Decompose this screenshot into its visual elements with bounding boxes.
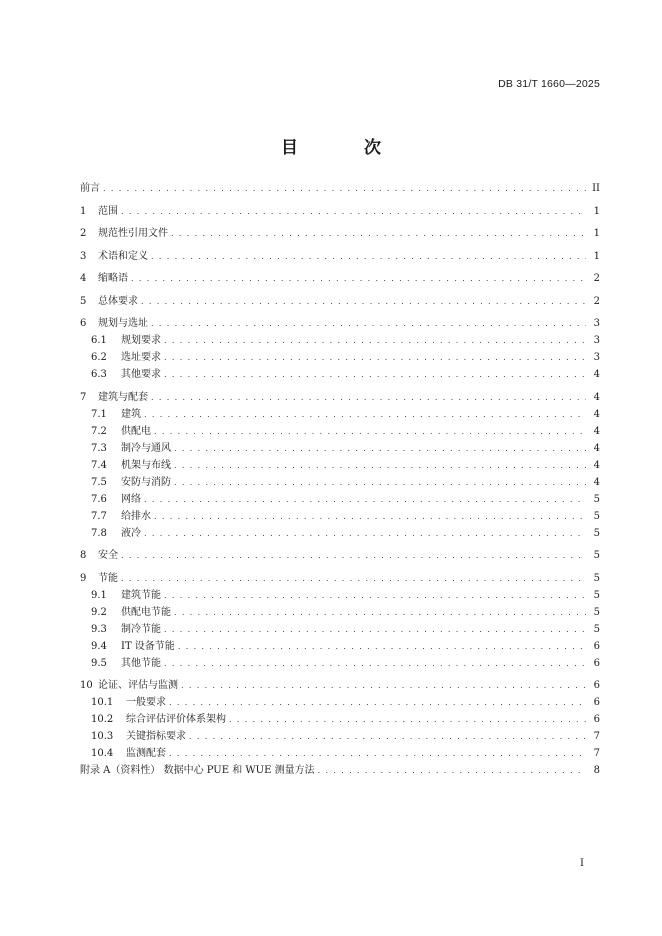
toc-entry-number: 6.1 — [91, 335, 107, 346]
toc-entry-label: 规划与选址 — [98, 318, 148, 329]
toc-entry-label: 液冷 — [121, 527, 141, 539]
toc-entry[interactable] — [80, 423, 600, 440]
toc-entry[interactable] — [80, 525, 600, 542]
toc-entry-page: 3 — [593, 318, 600, 329]
toc-entry-number: 10.4 — [91, 748, 114, 759]
toc-entry-label: 论证、评估与监测 — [98, 680, 178, 691]
toc-entry-label: 综合评估评价体系架构 — [126, 714, 226, 725]
toc-entry-page: 1 — [593, 250, 600, 262]
toc-entry-page: 4 — [593, 425, 600, 437]
dot-leader — [151, 315, 586, 332]
dot-leader — [121, 203, 586, 220]
dot-leader — [131, 270, 586, 287]
toc-entry[interactable] — [80, 694, 600, 711]
toc-entry[interactable] — [80, 270, 600, 287]
toc-entry-label: 术语和定义 — [98, 250, 148, 262]
toc-entry[interactable] — [80, 762, 600, 779]
toc-entry-number: 9.5 — [91, 657, 107, 669]
dot-leader — [169, 694, 586, 711]
toc-entry-label: 机架与布线 — [121, 459, 171, 471]
toc-entry[interactable] — [80, 677, 600, 694]
dot-leader — [164, 587, 586, 604]
toc-entry-page: 4 — [593, 476, 600, 488]
footer-page-number: I — [580, 858, 584, 869]
toc-entry-number: 1 — [80, 205, 87, 217]
dot-leader — [169, 745, 586, 762]
dot-leader — [151, 248, 586, 265]
toc-entry-number: 7.5 — [91, 476, 107, 488]
toc-entry-number: 7 — [80, 391, 87, 403]
toc-entry[interactable] — [80, 180, 600, 197]
toc-entry-label: 建筑与配套 — [98, 391, 148, 403]
toc-entry-label: 规划要求 — [121, 335, 161, 346]
toc-entry-number: 9 — [80, 572, 87, 584]
toc-entry-number: 7.8 — [91, 527, 107, 539]
toc-entry-page: II — [592, 183, 600, 194]
toc-entry-label: 关键指标要求 — [126, 731, 186, 742]
dot-leader — [174, 604, 586, 621]
dot-leader — [164, 332, 586, 349]
toc-entry-page: 5 — [593, 623, 600, 635]
toc-entry-label: 供配电 — [121, 425, 151, 437]
dot-leader — [164, 366, 586, 383]
toc-entry[interactable] — [80, 655, 600, 672]
dot-leader — [189, 728, 586, 745]
toc-entry-number: 10.2 — [91, 714, 114, 725]
dot-leader — [174, 440, 586, 457]
dot-leader — [181, 677, 586, 694]
toc-entry[interactable] — [80, 547, 600, 564]
dot-leader — [103, 180, 586, 197]
dot-leader — [174, 457, 586, 474]
toc-entry-label: 附录 A（资料性） 数据中心 PUE 和 WUE 测量方法 — [80, 765, 315, 776]
toc-entry[interactable] — [80, 638, 600, 655]
toc-entry-number: 9.2 — [91, 606, 107, 618]
toc-entry[interactable] — [80, 604, 600, 621]
toc-entry[interactable] — [80, 587, 600, 604]
dot-leader — [171, 225, 586, 242]
toc-entry-number: 7.3 — [91, 442, 107, 454]
toc-entry-label: 规范性引用文件 — [98, 228, 168, 239]
toc-entry-number: 9.3 — [91, 623, 107, 635]
toc-entry[interactable] — [80, 491, 600, 508]
toc-entry-number: 6 — [80, 318, 87, 329]
toc-entry[interactable] — [80, 225, 600, 242]
toc-entry-number: 7.2 — [91, 425, 107, 437]
toc-entry-page: 1 — [593, 228, 600, 239]
toc-entry-page: 6 — [593, 697, 600, 708]
toc-entry[interactable] — [80, 508, 600, 525]
toc-entry-label: 建筑节能 — [121, 589, 161, 601]
toc-entry-page: 5 — [593, 550, 600, 561]
toc-entry[interactable] — [80, 332, 600, 349]
toc-entry-page: 3 — [593, 335, 600, 346]
toc-entry-label: 其他要求 — [121, 369, 161, 380]
toc-entry[interactable] — [80, 745, 600, 762]
dot-leader — [164, 655, 586, 672]
toc-entry-label: 给排水 — [121, 510, 151, 522]
dot-leader — [174, 474, 586, 491]
toc-entry-label: 范围 — [98, 205, 118, 217]
toc-entry-page: 5 — [593, 572, 600, 584]
toc-entry-page: 4 — [593, 459, 600, 471]
toc-entry-page: 8 — [593, 765, 600, 776]
toc-entry[interactable] — [80, 440, 600, 457]
toc-entry-number: 2 — [80, 228, 87, 239]
document-code: DB 31/T 1660—2025 — [498, 78, 600, 90]
toc-entry[interactable] — [80, 711, 600, 728]
toc-entry[interactable] — [80, 389, 600, 406]
toc-entry-label: 一般要求 — [126, 697, 166, 708]
dot-leader — [164, 349, 586, 366]
dot-leader — [151, 389, 586, 406]
toc-entry-number: 6.3 — [91, 369, 107, 380]
toc-entry-number: 6.2 — [91, 352, 107, 363]
dot-leader — [154, 423, 586, 440]
toc-entry[interactable] — [80, 406, 600, 423]
table-of-contents — [80, 180, 600, 779]
toc-entry-page: 4 — [593, 369, 600, 380]
toc-entry-number: 9.4 — [91, 640, 107, 652]
toc-entry-label: 制冷与通风 — [121, 442, 171, 454]
toc-entry-number: 5 — [80, 295, 87, 307]
toc-entry[interactable] — [80, 349, 600, 366]
toc-entry-page: 5 — [593, 493, 600, 505]
toc-entry-label: 节能 — [98, 572, 118, 584]
toc-entry-label: 制冷节能 — [121, 623, 161, 635]
toc-entry[interactable] — [80, 293, 600, 310]
toc-entry-number: 9.1 — [91, 589, 107, 601]
toc-entry-label: 监测配套 — [126, 748, 166, 759]
dot-leader — [141, 293, 586, 310]
toc-entry-label: 安全 — [98, 550, 118, 561]
toc-entry-page: 2 — [593, 273, 600, 284]
dot-leader — [229, 711, 586, 728]
toc-entry[interactable] — [80, 728, 600, 745]
toc-entry-label: IT 设备节能 — [121, 640, 175, 652]
toc-entry-label: 缩略语 — [98, 273, 128, 284]
toc-entry-number: 10.1 — [91, 697, 114, 708]
toc-entry-label: 选址要求 — [121, 352, 161, 363]
toc-entry-page: 6 — [593, 640, 600, 652]
toc-entry-label: 总体要求 — [98, 295, 138, 307]
toc-entry[interactable] — [80, 457, 600, 474]
toc-entry[interactable] — [80, 203, 600, 220]
dot-leader — [164, 621, 586, 638]
toc-entry-page: 5 — [593, 527, 600, 539]
toc-entry[interactable] — [80, 315, 600, 332]
toc-entry-page: 6 — [593, 680, 600, 691]
toc-entry-number: 10 — [80, 680, 93, 691]
dot-leader — [144, 525, 586, 542]
toc-entry-number: 3 — [80, 250, 87, 262]
toc-entry[interactable] — [80, 248, 600, 265]
dot-leader — [144, 491, 586, 508]
dot-leader — [121, 570, 586, 587]
toc-entry-page: 1 — [593, 205, 600, 217]
toc-entry-page: 7 — [593, 731, 600, 742]
toc-entry-label: 前言 — [80, 183, 100, 194]
toc-entry-number: 7.1 — [91, 408, 107, 420]
dot-leader — [121, 547, 586, 564]
toc-entry-page: 2 — [593, 295, 600, 307]
toc-entry-number: 4 — [80, 273, 87, 284]
dot-leader — [154, 508, 586, 525]
toc-entry[interactable] — [80, 570, 600, 587]
toc-entry-page: 5 — [593, 589, 600, 601]
toc-entry-label: 建筑 — [121, 408, 141, 420]
toc-entry[interactable] — [80, 474, 600, 491]
toc-entry-page: 4 — [593, 442, 600, 454]
toc-entry-label: 供配电节能 — [121, 606, 171, 618]
toc-entry-number: 8 — [80, 550, 87, 561]
toc-entry[interactable] — [80, 366, 600, 383]
toc-entry-number: 7.7 — [91, 510, 107, 522]
toc-entry-number: 7.6 — [91, 493, 107, 505]
toc-entry-page: 6 — [593, 714, 600, 725]
toc-entry-page: 4 — [593, 391, 600, 403]
dot-leader — [178, 638, 586, 655]
toc-entry-number: 7.4 — [91, 459, 107, 471]
page-title: 目 次 — [281, 138, 411, 158]
toc-entry[interactable] — [80, 621, 600, 638]
toc-entry-page: 4 — [593, 408, 600, 420]
toc-entry-label: 其他节能 — [121, 657, 161, 669]
toc-entry-label: 安防与消防 — [121, 476, 171, 488]
toc-entry-page: 5 — [593, 606, 600, 618]
toc-entry-page: 3 — [593, 352, 600, 363]
toc-entry-page: 6 — [593, 657, 600, 669]
dot-leader — [144, 406, 586, 423]
toc-entry-page: 7 — [593, 748, 600, 759]
toc-entry-label: 网络 — [121, 493, 141, 505]
toc-entry-page: 5 — [593, 510, 600, 522]
dot-leader — [318, 762, 586, 779]
toc-entry-number: 10.3 — [91, 731, 114, 742]
